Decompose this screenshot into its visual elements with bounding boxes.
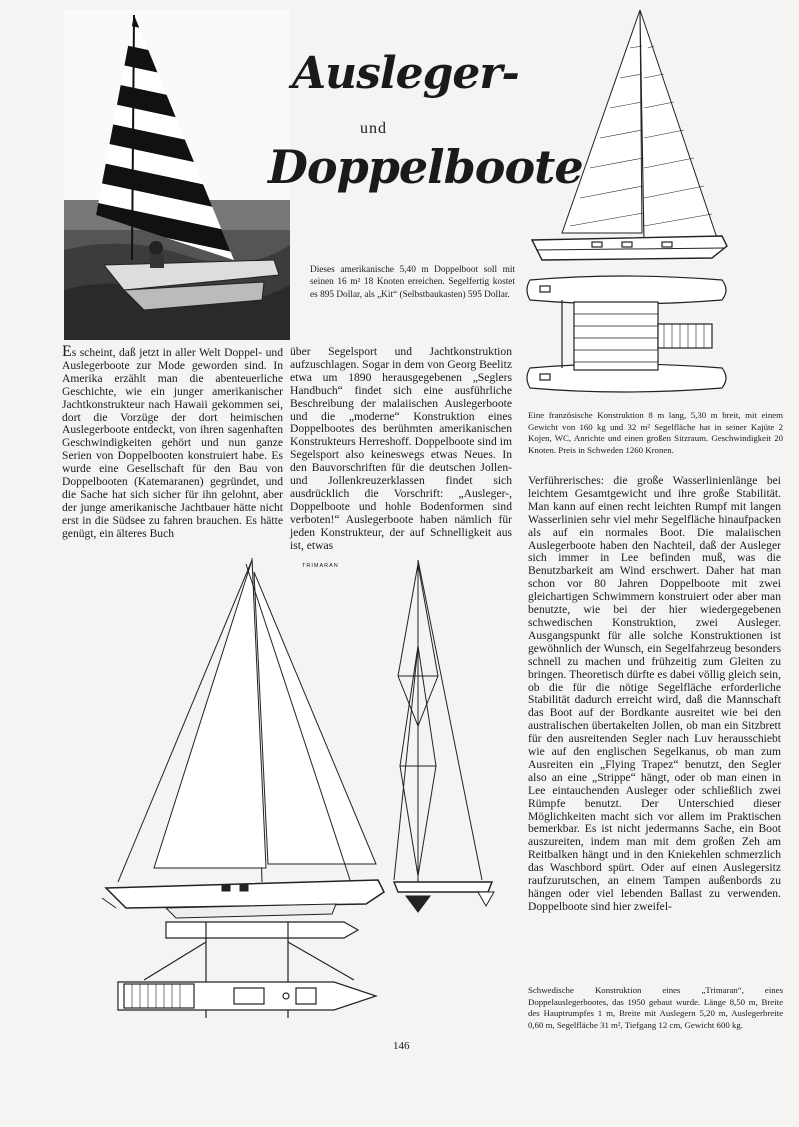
title-line1: Ausleger- — [292, 48, 519, 99]
trimaran-plan-view — [114, 918, 380, 1022]
catamaran-photo — [64, 10, 290, 340]
trimaran-side-view — [96, 552, 388, 932]
french-boat-plan — [522, 272, 732, 404]
drawing-label: TRIMARAN — [302, 563, 339, 569]
article-column-1 — [62, 343, 283, 541]
catamaran-photo-drawing — [64, 10, 290, 340]
column-1-text: s scheint, daß jetzt in aller Welt Doppel- und Auslegerboote zur Mode geworden sind. In Amerika erzählt man die abenteuerliche Geschichte, wie ein junger amerikanischer Jachtkonstrukteur nach Hawaii gekommen sei, dort die Vorzüge der dort heimischen Auslegerboote entdeckt, von ihren sagenhaften Geschwindigkeiten gehört und nun ganze Serien von Doppelbooten konstruiert habe. Es wurde eine Gesellschaft für den Bau von Doppelbooten (Katemaranen) gegründet, und die Sache hat sich sicher für ihn gelohnt, aber der junge amerikanische Jachtbauer hätte nicht erst in die Südsee zu fahren brauchen. Es hätte genügt, ein älteres Buch — [62, 346, 283, 540]
drop-cap: E — [62, 343, 72, 360]
photo-caption: Dieses amerikanische 5,40 m Doppelboot soll mit seinen 16 m² 18 Knoten erreichen. Segelfertig kostet es 895 Dollar, als „Kit“ (Selbstbaukasten) 595 Dollar. — [310, 265, 515, 300]
title-connector: und — [360, 120, 387, 137]
french-boat-elevation — [522, 8, 732, 270]
article-column-3: Verführerisches: die große Wasserlinienlänge bei leichtem Gesamtgewicht und ihre große Stabilität. Man kann auf einen recht leichten Rumpf mit langen Wasserlinien sehr viel mehr Segelfläche hinaufpacken als auf ein normales Boot. Die malaiischen Auslegerboote haben den Nachteil, daß der Ausleger sich immer in Lee befinden muß, was die Benutzbarkeit am Wind erschwert. Daher hat man schon vor 80 Jahren Doppelboote mit zwei gleichartigen Schwimmern konstruiert oder aber man benutzte, wie bei der hier wiedergegebenen schwedischen Konstruktion, zwei Ausleger. Ausgangspunkt für alle solche Konstruktionen ist gewöhnlich der Wunsch, ein Segelfahrzeug besonders schnell zu machen und frühzeitig zum Gleiten zu bringen. Theoretisch dürfte es dabei völlig gleich sein, ob die für die nötige Segelfläche erforderliche Stabilität dadurch erreicht wird, daß die Mannschaft das Boot auf der Bordkante ausreitet wie bei den australischen übertakelten Jollen, ob man ein Sitzbrett für den ausreitenden Segler nach Luv herausschiebt wie auf den englischen Segelkanus, ob man zum Ausreiten ein „Flying Trapez“ benutzt, den Segler also an eine „Strippe“ hängt, oder ob man einen in Lee eintauchenden Ausleger oder schließlich zwei Rümpfe benutzt. Der Unterschied dieser Möglichkeiten macht sich vor allem im Praktischen bemerkbar. Es ist nicht jedermanns Sache, ein Boot auszureiten, indem man mit dem großen Zeh am Reitbalken hängt und in den Kniekehlen schmerzlich das Waschbord spürt. Oder auf einen Auslegersitz raufzurutschen, an einem Tampen außenbords zu hängen oder viel lebenden Ballast zu verwenden. Doppelboote sind hier zweifel- — [528, 474, 781, 913]
french-design-caption: Eine französische Konstruktion 8 m lang, 5,30 m breit, mit einem Gewicht von 160 kg und 32 m² Segelfläche hat in seiner Kajüte 2 Kojen, WC, Anrichte und einen großen Sitzraum. Geschwindigkeit 20 Knoten. Preis in Schweden 1260 Kronen. — [528, 410, 783, 455]
page-number: 146 — [393, 1040, 410, 1052]
title-line2: Doppelboote — [268, 140, 583, 194]
article-column-2: über Segelsport und Jachtkonstruktion aufzuschlagen. Sogar in dem von Georg Beelitz etwa um 1890 herausgegebenen „Seglers Handbuch“ findet sich eine ausführliche Beschreibung der malaiischen Auslegerboote und die „moderne“ Konstruktion eines Doppelbootes des berühmten amerikanischen Konstrukteurs Herreshoff. Doppelboote sind im Segelsport also keineswegs etwas Neues. In den Bauvorschriften für die deutschen Jollen- und Jollenkreuzerklassen findet sich ausdrücklich die Vorschrift: „Ausleger-, Doppelboote und hohle Bodenformen sind verboten!“ Auslegerboote haben nämlich für jeden Konstrukteur, der auf Schnelligkeit aus ist, etwas — [290, 345, 512, 552]
trimaran-caption: Schwedische Konstruktion eines „Trimaran“, eines Doppelauslegerbootes, das 1950 gebaut wurde. Länge 8,50 m, Breite des Hauptrumpfes 1 m, Breite mit Auslegern 5,20 m, Auslegerbreite 0,60 m, Segelfläche 31 m², Tiefgang 12 cm, Gewicht 600 kg. — [528, 985, 783, 1030]
trimaran-front-view — [390, 556, 500, 920]
